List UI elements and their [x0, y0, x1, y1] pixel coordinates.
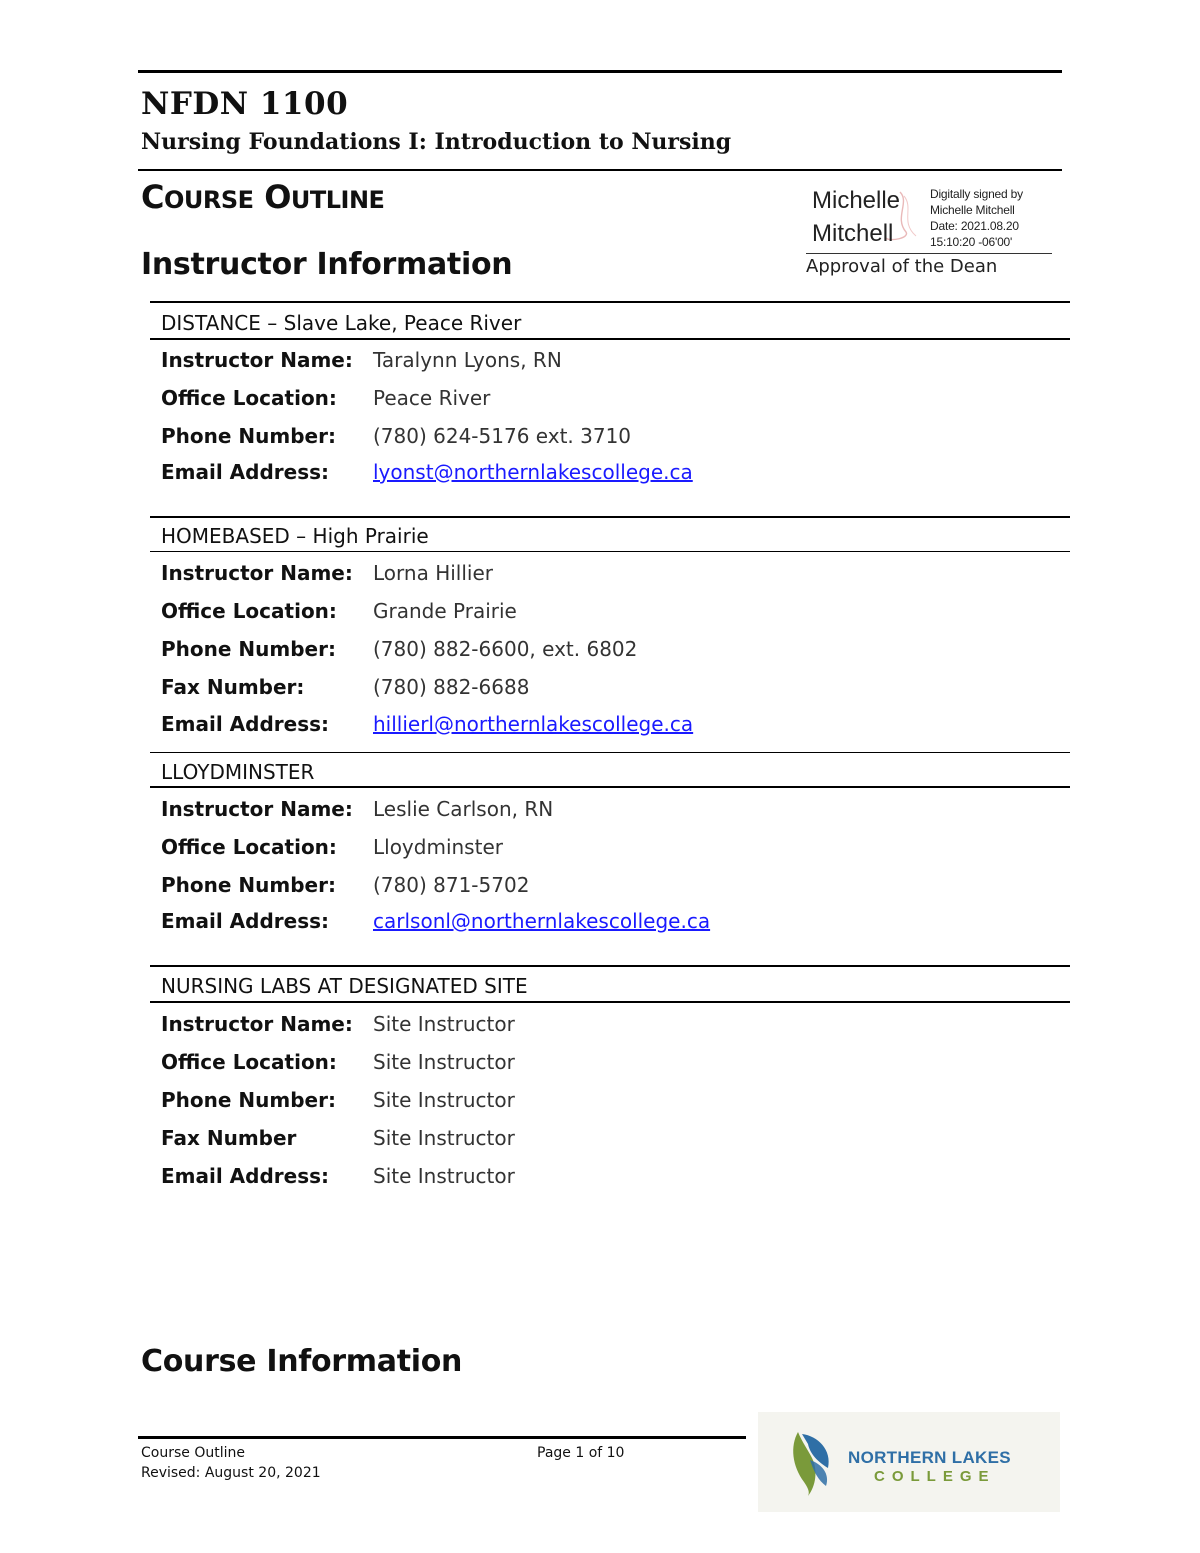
phone-number-label: Phone Number:: [161, 873, 336, 897]
top-rule: [138, 70, 1062, 73]
email-address-label: Email Address:: [161, 460, 330, 484]
email-link[interactable]: carlsonl@northernlakescollege.ca: [373, 909, 711, 933]
signature-name-line2: Mitchell: [812, 220, 894, 247]
logo-line1: NORTHERN LAKES: [848, 1448, 1011, 1467]
footer-doc-name: Course Outline: [141, 1445, 245, 1461]
phone-number-label: Phone Number:: [161, 424, 336, 448]
phone-number-value: (780) 882-6600, ext. 6802: [373, 637, 638, 661]
section-header-homebased: HOMEBASED – High Prairie: [161, 524, 429, 548]
signature-digital-line4: 15:10:20 -06'00': [930, 235, 1013, 249]
section-header-rule: [150, 786, 1070, 788]
signature-digital-line1: Digitally signed by: [930, 187, 1023, 201]
email-address-label: Email Address:: [161, 909, 330, 933]
footer-revised-date: Revised: August 20, 2021: [141, 1465, 321, 1481]
instructor-name-value: Lorna Hillier: [373, 561, 493, 585]
leaf-icon: [788, 1426, 836, 1498]
office-location-value: Lloydminster: [373, 835, 503, 859]
section-top-rule: [150, 516, 1070, 518]
instructor-name-label: Instructor Name:: [161, 348, 353, 372]
section-header-rule: [150, 551, 1070, 552]
office-location-value: Site Instructor: [373, 1050, 515, 1074]
phone-number-value: Site Instructor: [373, 1088, 515, 1112]
email-address-label: Email Address:: [161, 712, 330, 736]
section-header-distance: DISTANCE – Slave Lake, Peace River: [161, 311, 522, 335]
fax-number-value: (780) 882-6688: [373, 675, 530, 699]
course-code: NFDN 1100: [141, 86, 349, 122]
title-rule: [138, 169, 1062, 171]
email-address-value: Site Instructor: [373, 1164, 515, 1188]
instructor-name-label: Instructor Name:: [161, 1012, 353, 1036]
course-outline-title: COURSE OUTLINE: [141, 178, 385, 216]
fax-number-label: Fax Number:: [161, 675, 305, 699]
instructor-information-heading: Instructor Information: [141, 247, 513, 282]
instructor-name-value: Leslie Carlson, RN: [373, 797, 554, 821]
office-location-label: Office Location:: [161, 599, 337, 623]
northern-lakes-college-logo: [758, 1412, 1060, 1512]
course-information-heading: Course Information: [141, 1344, 463, 1379]
signature-name-line1: Michelle: [812, 187, 901, 214]
section-header-nursing-labs: NURSING LABS AT DESIGNATED SITE: [161, 974, 528, 998]
phone-number-label: Phone Number:: [161, 1088, 336, 1112]
email-address-label: Email Address:: [161, 1164, 330, 1188]
phone-number-label: Phone Number:: [161, 637, 336, 661]
footer-rule: [138, 1436, 746, 1439]
office-location-label: Office Location:: [161, 386, 337, 410]
email-link[interactable]: lyonst@northernlakescollege.ca: [373, 460, 693, 484]
fax-number-value: Site Instructor: [373, 1126, 515, 1150]
section-top-rule: [150, 301, 1070, 303]
phone-number-value: (780) 624-5176 ext. 3710: [373, 424, 632, 448]
phone-number-value: (780) 871-5702: [373, 873, 530, 897]
office-location-value: Peace River: [373, 386, 491, 410]
instructor-name-label: Instructor Name:: [161, 561, 353, 585]
section-header-lloydminster: LLOYDMINSTER: [161, 760, 315, 784]
logo-line2: COLLEGE: [874, 1468, 996, 1485]
instructor-name-value: Taralynn Lyons, RN: [373, 348, 562, 372]
fax-number-label: Fax Number: [161, 1126, 297, 1150]
signature-digital-line3: Date: 2021.08.20: [930, 219, 1019, 233]
section-header-rule: [150, 1001, 1070, 1003]
section-top-rule: [150, 965, 1070, 967]
course-title: Nursing Foundations I: Introduction to Nursing: [141, 129, 732, 155]
email-link[interactable]: hillierl@northernlakescollege.ca: [373, 712, 694, 736]
section-header-rule: [150, 338, 1070, 340]
approval-of-dean-label: Approval of the Dean: [806, 256, 998, 277]
instructor-name-value: Site Instructor: [373, 1012, 515, 1036]
section-top-rule: [150, 752, 1070, 753]
office-location-label: Office Location:: [161, 835, 337, 859]
office-location-label: Office Location:: [161, 1050, 337, 1074]
footer-page-number: Page 1 of 10: [537, 1445, 625, 1461]
instructor-name-label: Instructor Name:: [161, 797, 353, 821]
office-location-value: Grande Prairie: [373, 599, 517, 623]
signature-digital-line2: Michelle Mitchell: [930, 203, 1015, 217]
signature-rule: [806, 253, 1052, 254]
